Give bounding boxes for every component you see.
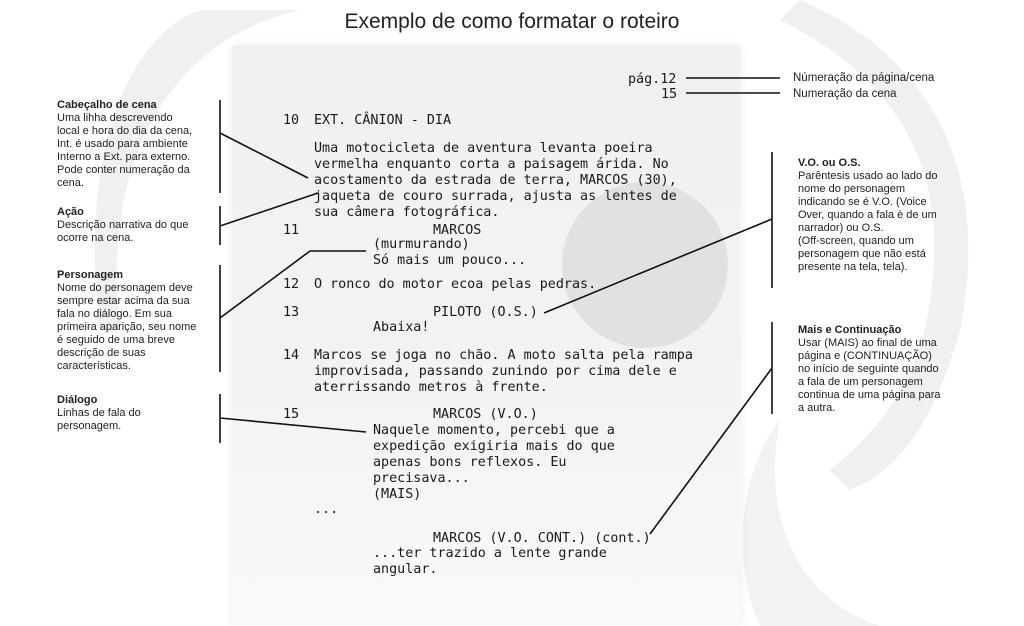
action-text: O ronco do motor ecoa pelas pedras. [314, 277, 597, 292]
ellipsis-text: ... [314, 502, 339, 517]
annotation-body: Nome do personagem deve sempre estar acima da sua fala no diálogo. Em sua primeira aparição, seu nome é seguido de uma breve descrição de suas características. [57, 282, 197, 372]
pointer-vo-os [544, 219, 772, 313]
character-name: MARCOS (V.O. CONT.) (cont.) [433, 531, 651, 546]
scene-number: 13 [283, 305, 300, 320]
dialogue-text: ...ter trazido a lente grande angular. [373, 546, 607, 577]
page-number: pág.12 [628, 72, 677, 87]
pointer-cabecalho [220, 133, 308, 178]
action-text: Uma motocicleta de aventura levanta poeira vermelha enquanto corta a paisagem árida. No acostamento da estrada de terra, MARCOS (30), jaqueta de couro surrada, ajusta as lentes de sua câmera fotográfica. [314, 141, 677, 220]
character-name: MARCOS [433, 223, 482, 238]
pointer-dialogo [220, 418, 366, 432]
scene-number: 15 [283, 407, 300, 422]
annotation-body: Linhas de fala do personagem. [57, 407, 141, 432]
annotation-title: Diálogo [57, 394, 98, 406]
annotation-title: Personagem [57, 269, 124, 281]
scene-number: 10 [283, 113, 300, 128]
scene-heading: EXT. CÂNION - DIA [314, 113, 452, 128]
scene-number: 12 [283, 277, 300, 292]
pointer-acao [220, 193, 318, 226]
annotation-body: Parêntesis usado ao lado do nome do personagem indicando se é V.O. (Voice Over, quando a fala è de um narrador) ou O.S. (Off-screen, quando um personagem que não está presente na tela, tela). [798, 170, 938, 273]
label-scene-number: Numeração da cena [793, 88, 897, 100]
character-name: MARCOS (V.O.) [433, 407, 538, 422]
annotation-body: Descrição narrativa do que ocorre na cena. [57, 219, 189, 244]
annotation-title: Mais e Continuação [798, 324, 902, 336]
scene-number: 11 [283, 223, 300, 238]
dialogue-text: Naquele momento, percebi que a expedição exigiria mais do que apenas bons reflexos. Eu precisava... (MAIS) [373, 423, 615, 502]
diagram-title: Exemplo de como formatar o roteiro [344, 10, 680, 33]
dialogue-text: (murmurando) Só mais um pouco... [373, 237, 527, 268]
label-page-number: Númeração da página/cena [793, 72, 935, 84]
action-text: Marcos se joga no chão. A moto salta pela rampa improvisada, passando zunindo por cima dele e aterrissando metros à frente. [314, 348, 693, 395]
annotation-title: Ação [57, 206, 84, 218]
annotation-body: Usar (MAIS) ao final de uma página e (CONTINUAÇÃO) no início de seguinte quando a fala de um personagem continua de uma página para a autra. [798, 337, 941, 414]
annotation-title: Cabeçalho de cena [57, 99, 157, 111]
dialogue-text: Abaixa! [373, 320, 430, 335]
character-name: PILOTO (O.S.) [433, 305, 538, 320]
pointer-personagem [220, 251, 310, 318]
annotation-body: Uma lihha descrevendo local e hora do dia da cena, Int. é usado para ambiente Interno a Ext. para externo. Pode conter numeração da cena. [57, 112, 193, 189]
pointer-mais [650, 368, 772, 534]
scene-number-header: 15 [661, 87, 678, 102]
annotation-title: V.O. ou O.S. [798, 157, 861, 169]
scene-number: 14 [283, 348, 300, 363]
